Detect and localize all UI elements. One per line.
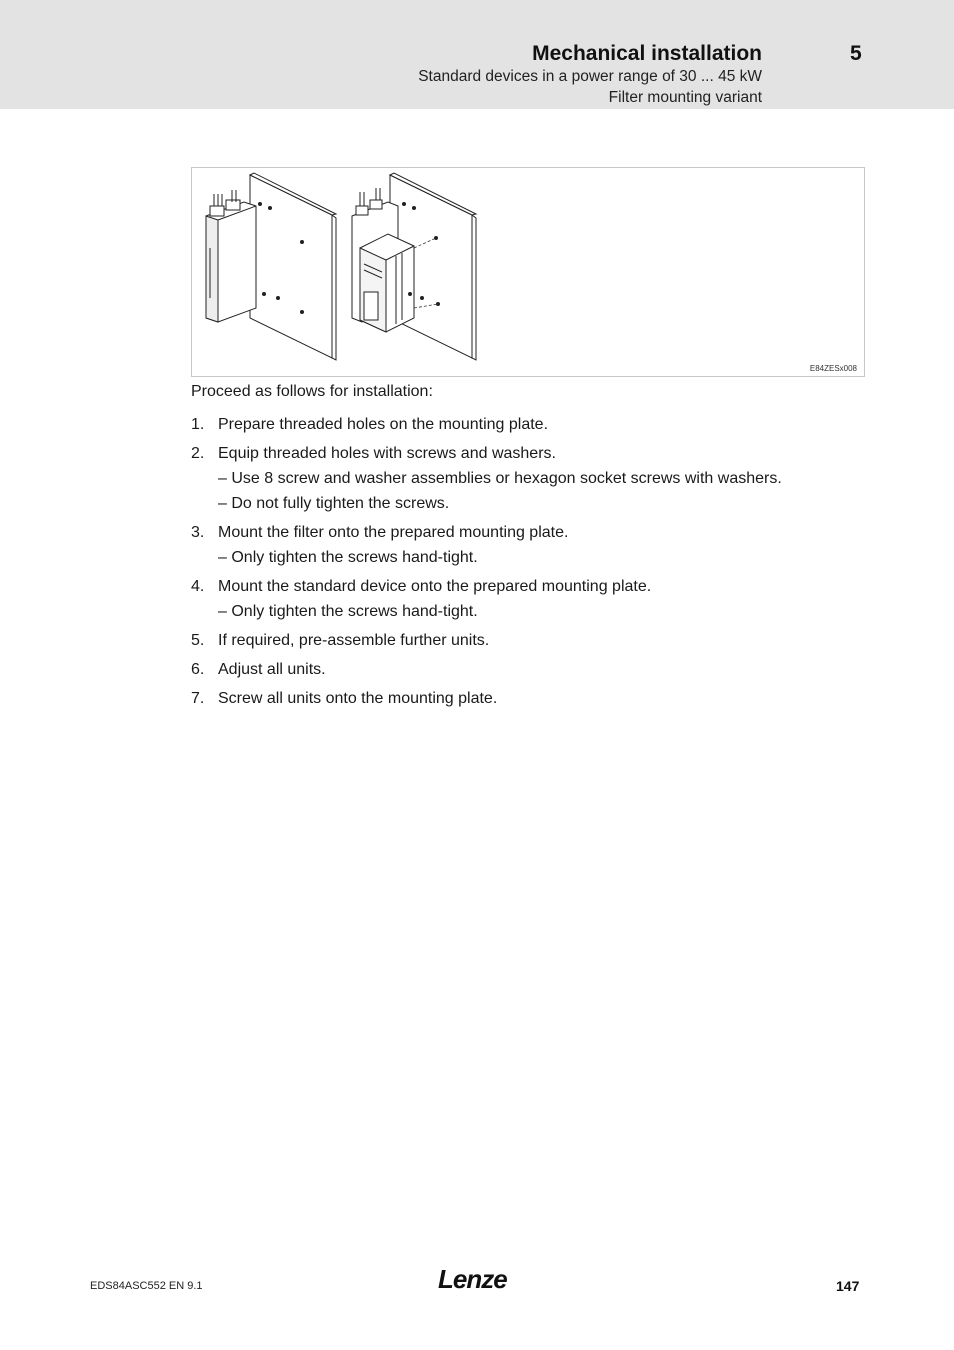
subsection-subtitle: Filter mounting variant [608,89,762,106]
step-number: 1. [191,416,205,433]
installation-steps [191,412,871,715]
step-text: Mount the filter onto the prepared mounting plate. [218,524,569,541]
document-id: EDS84ASC552 EN 9.1 [90,1280,203,1292]
lenze-logo: Lenze [438,1264,507,1294]
step-number: 7. [191,690,205,707]
step-number: 3. [191,524,205,541]
step-note: – Use 8 screw and washer assemblies or hexagon socket screws with washers. [218,470,782,487]
chapter-number: 5 [850,42,862,65]
step-3 [191,520,871,570]
page-header [0,0,954,109]
step-note: – Do not fully tighten the screws. [218,495,450,512]
step-6 [191,657,871,682]
step-text: Mount the standard device onto the prepared mounting plate. [218,578,652,595]
step-text: Equip threaded holes with screws and washers. [218,445,556,462]
step-2 [191,441,871,516]
figure-code: E84ZESx008 [809,364,857,373]
mounting-plate-left [250,175,332,358]
step-number: 2. [191,445,205,462]
step-note: – Only tighten the screws hand-tight. [218,603,478,620]
step-7 [191,686,871,711]
step-text: Prepare threaded holes on the mounting plate. [218,416,549,433]
step-text: Screw all units onto the mounting plate. [218,690,498,707]
page-number: 147 [836,1278,860,1294]
step-text: If required, pre-assemble further units. [218,632,490,649]
step-number: 4. [191,578,205,595]
step-note: – Only tighten the screws hand-tight. [218,549,478,566]
section-subtitle: Standard devices in a power range of 30 ... 45 kW [418,68,762,85]
mounting-illustration [192,168,864,376]
step-number: 6. [191,661,205,678]
step-4 [191,574,871,624]
step-5 [191,628,871,653]
step-number: 5. [191,632,205,649]
intro-text: Proceed as follows for installation: [191,383,433,400]
step-1 [191,412,871,437]
step-text: Adjust all units. [218,661,326,678]
chapter-title: Mechanical installation [532,42,762,65]
installation-figure [191,167,865,377]
